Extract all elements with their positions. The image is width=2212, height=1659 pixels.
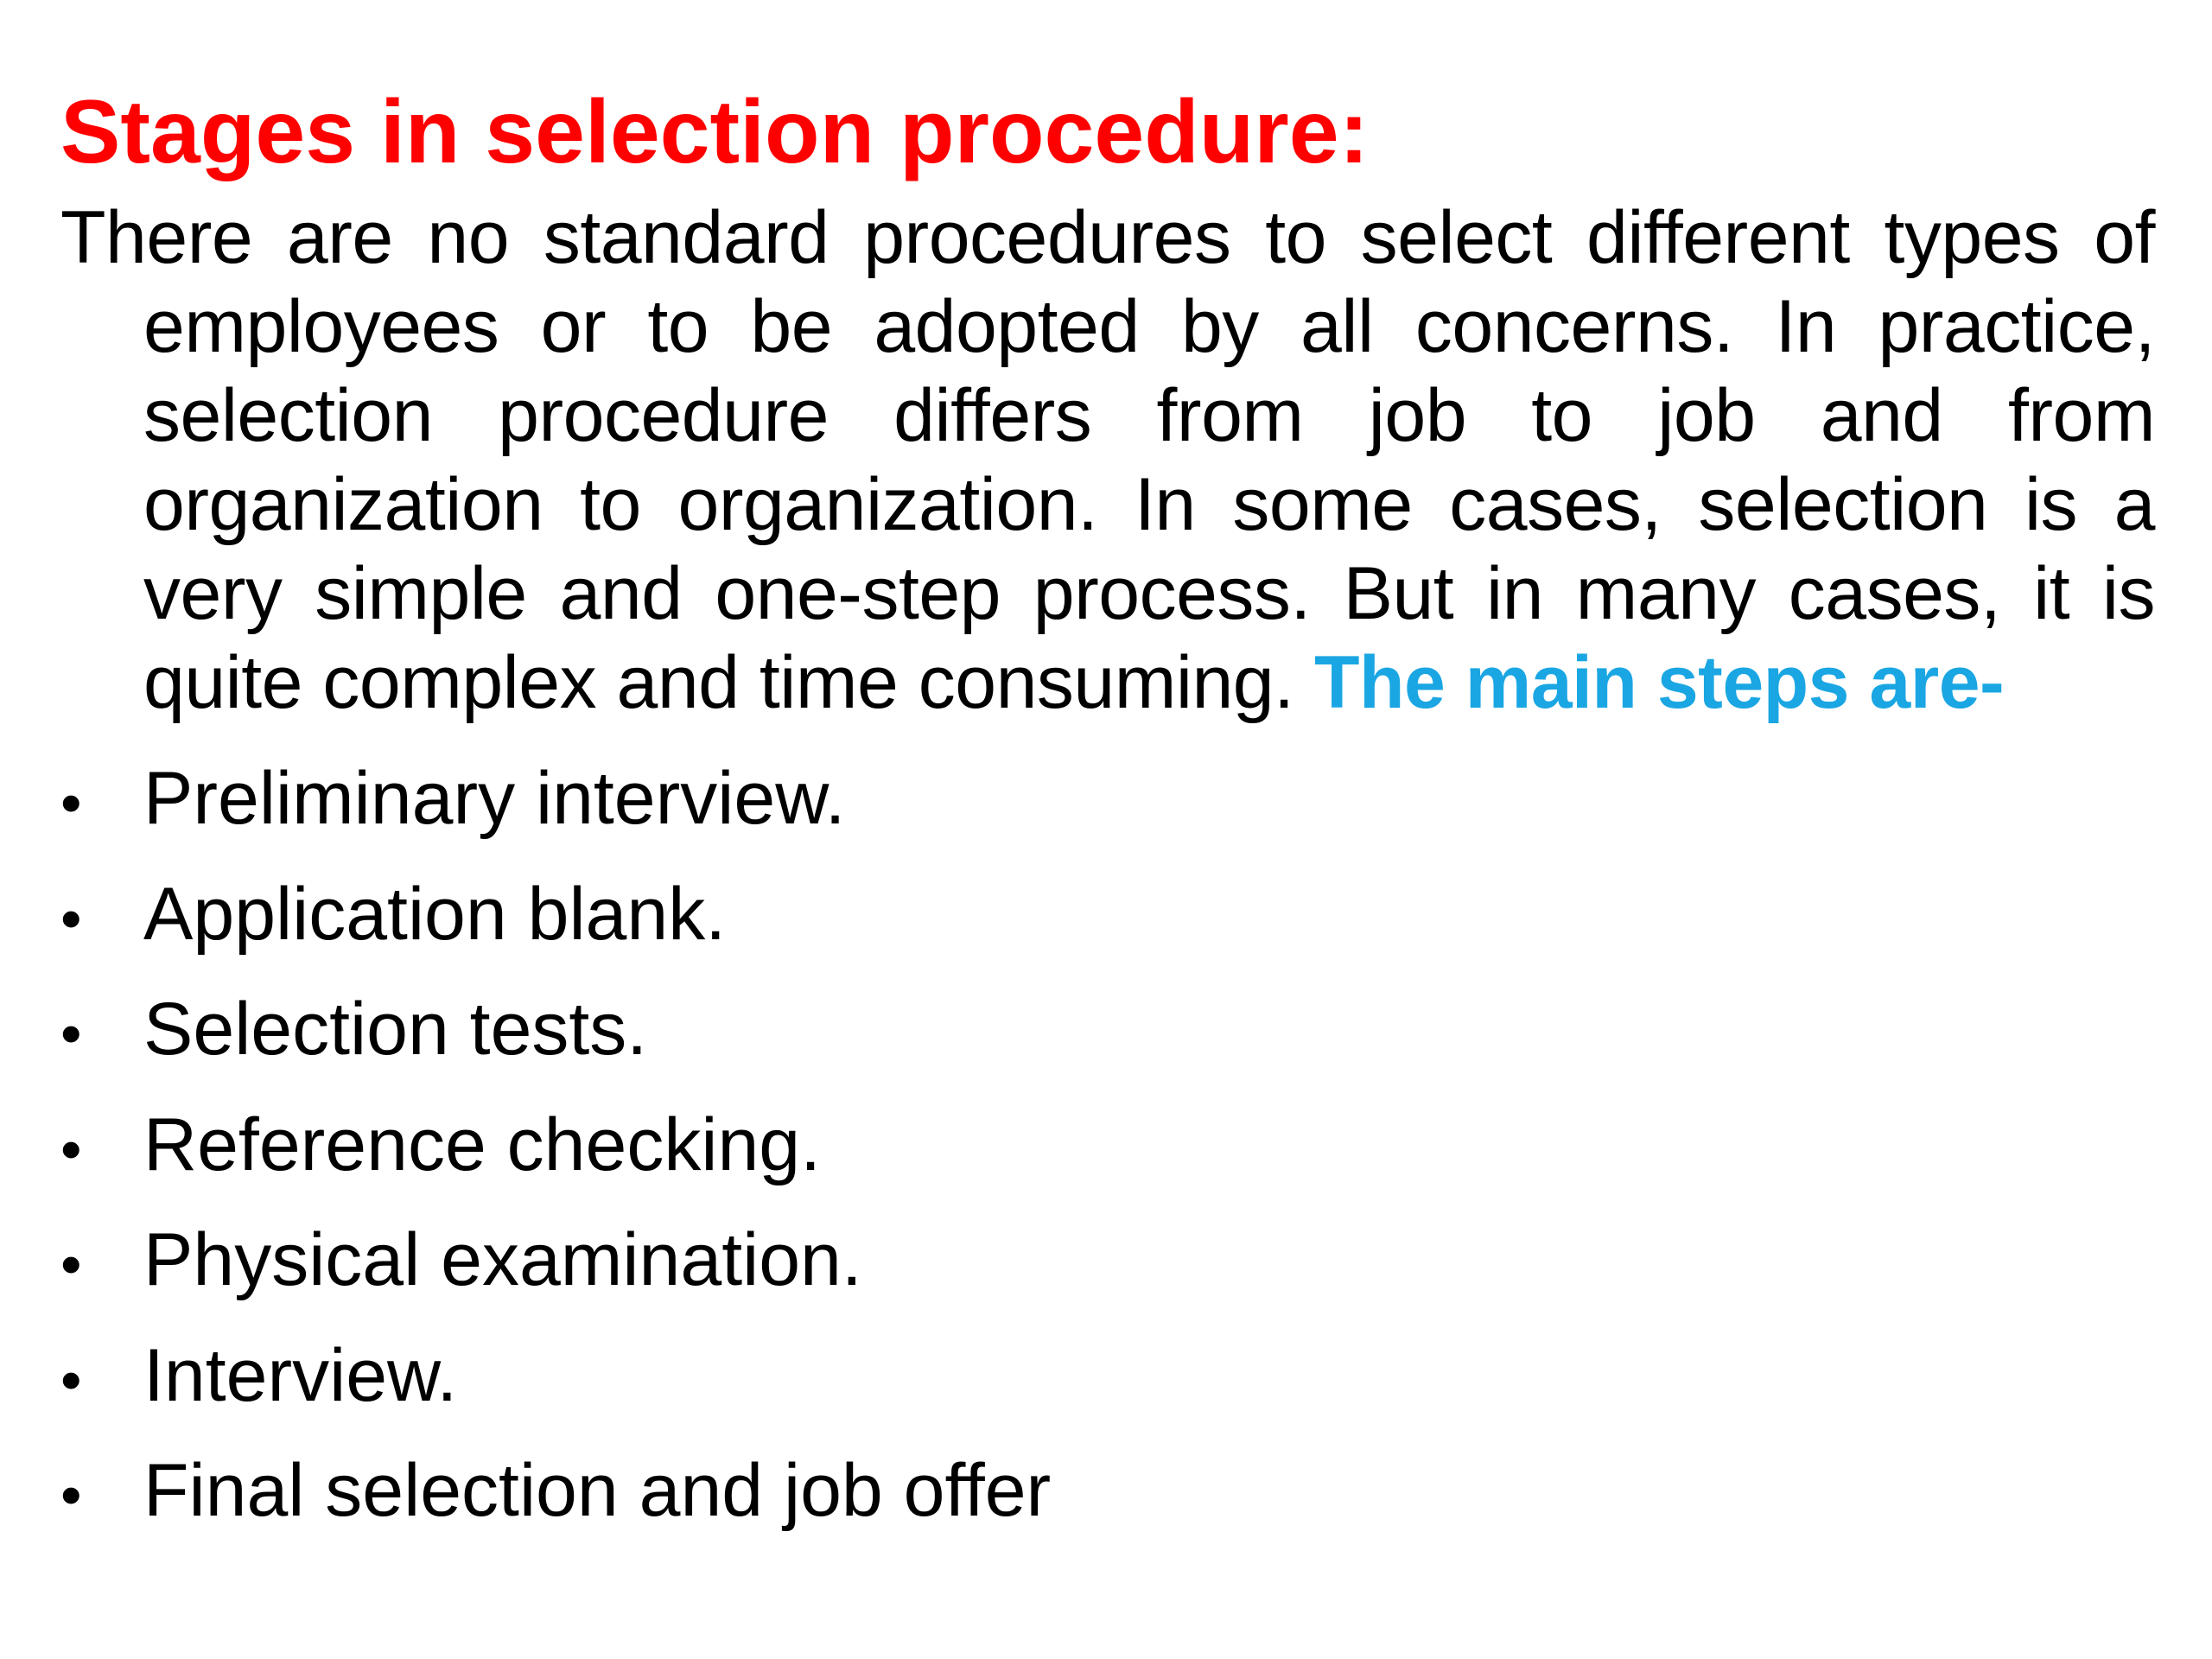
intro-text: There are no standard procedures to select different types of employees or to be adopted by all concerns. In practice, selection procedure differs from job to job and from organization to organization. In some cases, selection is a very simple and one-step process. But in many cases, it is quite complex and time consuming. bbox=[60, 196, 2155, 724]
steps-list bbox=[60, 743, 2155, 1551]
list-item bbox=[60, 974, 2155, 1090]
intro-paragraph bbox=[60, 194, 2155, 728]
list-item bbox=[60, 743, 2155, 859]
list-item bbox=[60, 1435, 2155, 1551]
step-label: Final selection and job offer bbox=[143, 1449, 1052, 1532]
step-label: Application blank. bbox=[143, 872, 727, 956]
list-item bbox=[60, 859, 2155, 975]
intro-highlight: The main steps are- bbox=[1313, 641, 2005, 724]
step-label: Preliminary interview. bbox=[143, 757, 846, 840]
step-label: Interview. bbox=[143, 1333, 458, 1417]
bullet-icon: • bbox=[60, 1461, 82, 1529]
bullet-icon: • bbox=[60, 884, 82, 952]
bullet-icon: • bbox=[60, 1345, 82, 1414]
bullet-icon: • bbox=[60, 1230, 82, 1298]
list-item bbox=[60, 1090, 2155, 1205]
list-item bbox=[60, 1205, 2155, 1320]
step-label: Reference checking. bbox=[143, 1103, 821, 1186]
step-label: Physical examination. bbox=[143, 1218, 862, 1301]
bullet-icon: • bbox=[60, 1115, 82, 1183]
bullet-icon: • bbox=[60, 1000, 82, 1067]
bullet-icon: • bbox=[60, 769, 82, 836]
list-item bbox=[60, 1320, 2155, 1436]
slide-title: Stages in selection procedure: bbox=[60, 82, 1370, 182]
step-label: Selection tests. bbox=[143, 988, 648, 1071]
